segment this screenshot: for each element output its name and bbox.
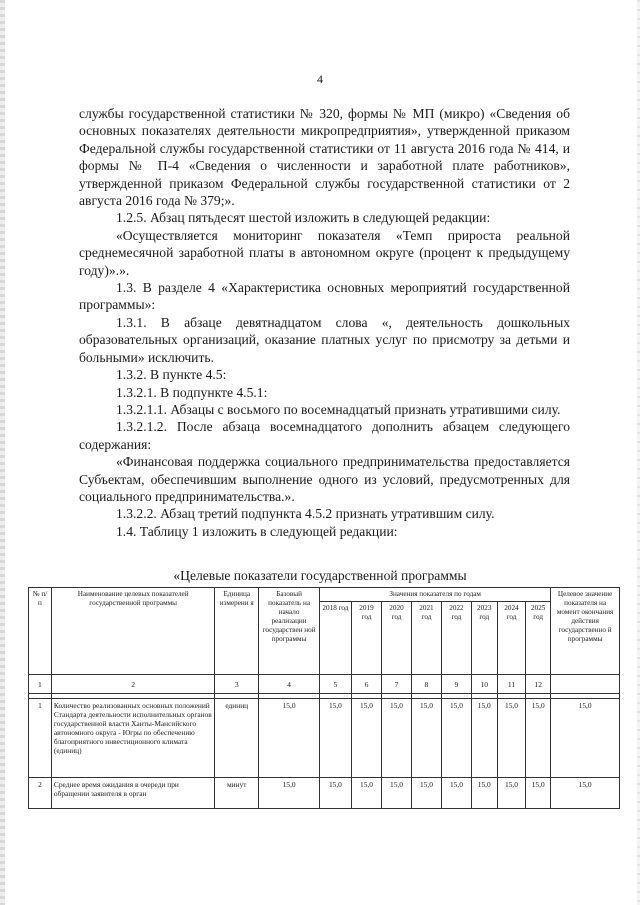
table-header-row [29, 588, 620, 602]
row-value: 15,0 [497, 699, 525, 778]
targets-table [28, 587, 620, 809]
header-target: Целевое значение показателя на момент окончания действия государственно й программы [551, 588, 620, 675]
row-value: 15,0 [411, 699, 442, 778]
row-num: 2 [29, 778, 52, 809]
column-numbers-row [29, 675, 620, 694]
row-num: 1 [29, 699, 52, 778]
paragraph: 1.3. В разделе 4 «Характеристика основных мероприятий государственной программы»: [79, 280, 570, 313]
column-number: 4 [259, 675, 320, 694]
row-value: 15,0 [351, 778, 382, 809]
header-unit: Единица измерени я [215, 588, 259, 675]
paragraph: «Осуществляется мониторинг показателя «Темп прироста реальной среднемесячной заработной платы в автономном округе (процент к предыдущему году)».». [79, 227, 570, 278]
paragraph: 1.3.2.2. Абзац третий подпункта 4.5.2 признать утратившим силу. [116, 506, 495, 522]
paragraph: 1.3.2. В пункте 4.5: [116, 367, 227, 383]
header-year: 2018 год [320, 602, 352, 675]
table-row [29, 699, 620, 778]
header-year: 2021 год [411, 602, 442, 675]
header-name: Наименование целевых показателей государственной программы [51, 588, 215, 675]
header-year: 2025 год [526, 602, 551, 675]
header-num: № п/п [29, 588, 52, 675]
row-value: 15,0 [382, 778, 411, 809]
row-value: 15,0 [526, 778, 551, 809]
row-value: 15,0 [442, 778, 471, 809]
header-year: 2020 год [382, 602, 411, 675]
row-name: Количество реализованных основных положений Стандарта деятельности исполнительных органов государственной власти Ханты-Мансийского автономного округа - Югры по обеспечению благоприятного инвестиционного климата (единиц) [51, 699, 215, 778]
column-number: 9 [442, 675, 471, 694]
header-year: 2022 год [442, 602, 471, 675]
paragraph: 1.4. Таблицу 1 изложить в следующей редакции: [116, 523, 398, 539]
column-number: 6 [351, 675, 382, 694]
paragraph: «Финансовая поддержка социального предпринимательства предоставляется Субъектам, обеспечившим выполнение одного из условий, предусмотренных для социального предпринимательства.». [79, 454, 570, 504]
column-number: 10 [471, 675, 497, 694]
row-name: Среднее время ожидания в очереди при обращении заявителя в орган [51, 778, 215, 809]
paragraph: 1.2.5. Абзац пятьдесят шестой изложить в следующей редакции: [116, 210, 491, 226]
row-unit: минут [215, 778, 259, 809]
header-values-group: Значения показателя по годам [320, 588, 551, 602]
paragraph: 1.3.1. В абзаце девятнадцатом слова «, деятельность дошкольных образовательных организаций, оказание платных услуг по присмотру за детьми и больными» исключить. [79, 314, 570, 365]
column-number: 3 [215, 675, 259, 694]
row-target: 15,0 [551, 778, 620, 809]
header-year: 2019 год [351, 602, 382, 675]
table-row [29, 778, 620, 809]
page-number: 4 [317, 72, 323, 86]
row-value: 15,0 [320, 699, 352, 778]
header-year: 2023 год [471, 602, 497, 675]
header-base: Базовый показатель на начало реализации государствен ной программы [259, 588, 320, 675]
document-body [79, 105, 570, 540]
column-number: 5 [320, 675, 352, 694]
column-number: 1 [29, 675, 52, 694]
row-value: 15,0 [320, 778, 352, 809]
row-value: 15,0 [411, 778, 442, 809]
row-base: 15,0 [259, 699, 320, 778]
column-number: 11 [497, 675, 525, 694]
paragraph: 1.3.2.1.1. Абзацы с восьмого по восемнадцатый признать утратившими силу. [116, 401, 561, 417]
column-number: 7 [382, 675, 411, 694]
table-title: «Целевые показатели государственной программы [173, 568, 467, 583]
row-value: 15,0 [497, 778, 525, 809]
column-number: 2 [51, 675, 215, 694]
paragraph: службы государственной статистики № 320, формы № МП (микро) «Сведения об основных показателях деятельности микропредприятия», утвержденной приказом Федеральной службы государственной статистики от 11 августа 2016 года № 414, и формы № П-4 «Сведения о численности и заработной плате работников», утвержденной приказом Федеральной службы государственной статистики от 2 августа 2016 года № 379;». [79, 106, 570, 209]
column-number: 8 [411, 675, 442, 694]
row-target: 15,0 [551, 699, 620, 778]
row-value: 15,0 [351, 699, 382, 778]
header-year: 2024 год [497, 602, 525, 675]
row-value: 15,0 [471, 778, 497, 809]
row-base: 15,0 [259, 778, 320, 809]
column-number: 12 [526, 675, 551, 694]
paragraph: 1.3.2.1. В подпункте 4.5.1: [116, 384, 268, 400]
row-value: 15,0 [471, 699, 497, 778]
row-value: 15,0 [382, 699, 411, 778]
row-value: 15,0 [442, 699, 471, 778]
row-unit: единиц [215, 699, 259, 778]
scan-edge-left [0, 0, 5, 905]
row-value: 15,0 [526, 699, 551, 778]
paragraph: 1.3.2.1.2. После абзаца восемнадцатого дополнить абзацем следующего содержания: [79, 419, 570, 452]
